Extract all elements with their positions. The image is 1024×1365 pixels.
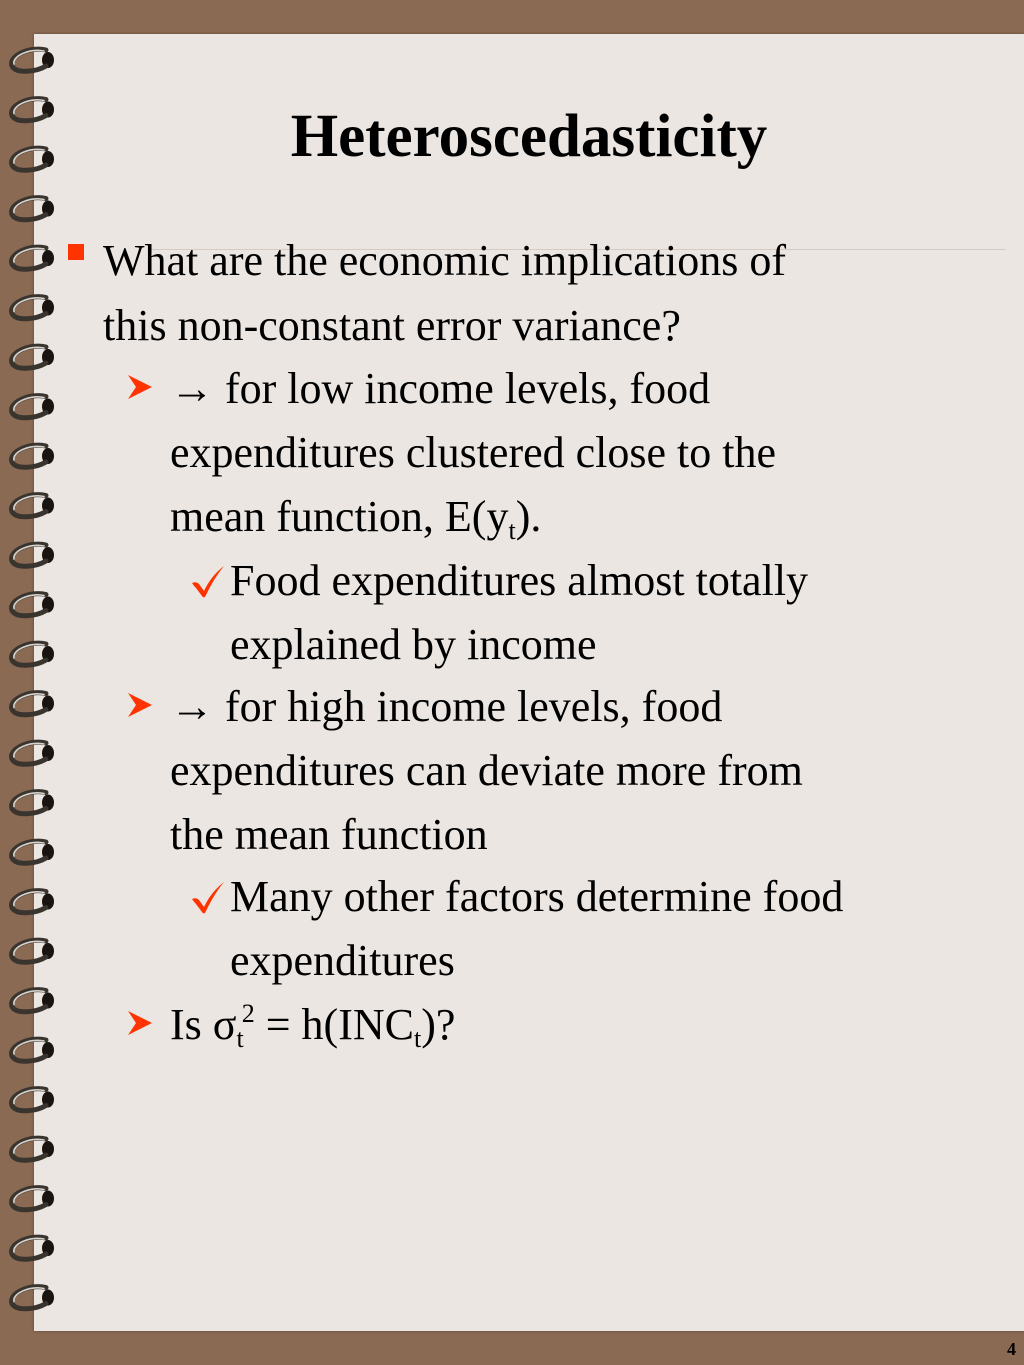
- square-bullet-icon: [68, 244, 84, 260]
- binding-ring: [12, 1138, 54, 1160]
- binding-ring: [12, 742, 54, 764]
- sub-2-line-3: the mean function: [170, 810, 488, 859]
- binding-ring: [12, 1089, 54, 1111]
- checkmark-icon: [190, 880, 226, 914]
- spiral-binding-icon: [0, 30, 70, 1330]
- binding-ring: [12, 396, 54, 418]
- binding-ring: [12, 1039, 54, 1061]
- slide-page: [34, 34, 1024, 1359]
- binding-ring: [12, 1188, 54, 1210]
- sub-2-line-1: → for high income levels, food: [170, 682, 723, 731]
- sub-1-line-1: → for low income levels, food: [170, 364, 711, 413]
- page-number: 4: [1007, 1339, 1016, 1359]
- binding-ring: [12, 445, 54, 467]
- binding-ring: [12, 495, 54, 517]
- sub-3-formula: Is $\sigma_t^2 = h(INC_t)$?: [170, 999, 456, 1053]
- binding-ring: [12, 643, 54, 665]
- bullet-1-line-2: this non-constant error variance?: [103, 301, 681, 350]
- binding-ring: [12, 49, 54, 71]
- binding-ring: [12, 1287, 54, 1309]
- binding-ring: [12, 247, 54, 269]
- binding-ring: [12, 544, 54, 566]
- binding-ring: [12, 940, 54, 962]
- binding-ring: [12, 594, 54, 616]
- slide-title: Heteroscedasticity: [290, 103, 768, 170]
- bullet-1-line-1: What are the economic implications of: [103, 236, 786, 285]
- binding-ring: [12, 1237, 54, 1259]
- check-2-line-1: Many other factors determine food: [230, 872, 844, 921]
- binding-ring: [12, 198, 54, 220]
- sub-2-line-2: expenditures can deviate more from: [170, 746, 803, 795]
- arrowhead-bullet-icon: [125, 690, 155, 720]
- binding-ring: [12, 792, 54, 814]
- binding-ring: [12, 346, 54, 368]
- sub-1-line-3: mean function, $E(y_t)$.: [170, 492, 542, 545]
- check-1-line-2: explained by income: [230, 620, 597, 669]
- binding-ring: [12, 891, 54, 913]
- binding-ring: [12, 148, 54, 170]
- sub-1-line-2: expenditures clustered close to the: [170, 428, 777, 477]
- binding-ring: [12, 297, 54, 319]
- binding-ring: [12, 693, 54, 715]
- binding-ring: [12, 990, 54, 1012]
- checkmark-icon: [190, 564, 226, 598]
- binding-ring: [12, 99, 54, 121]
- arrowhead-bullet-icon: [125, 1008, 155, 1038]
- arrowhead-bullet-icon: [125, 372, 155, 402]
- check-2-line-2: expenditures: [230, 936, 455, 985]
- binding-ring: [12, 841, 54, 863]
- check-1-line-1: Food expenditures almost totally: [230, 556, 809, 605]
